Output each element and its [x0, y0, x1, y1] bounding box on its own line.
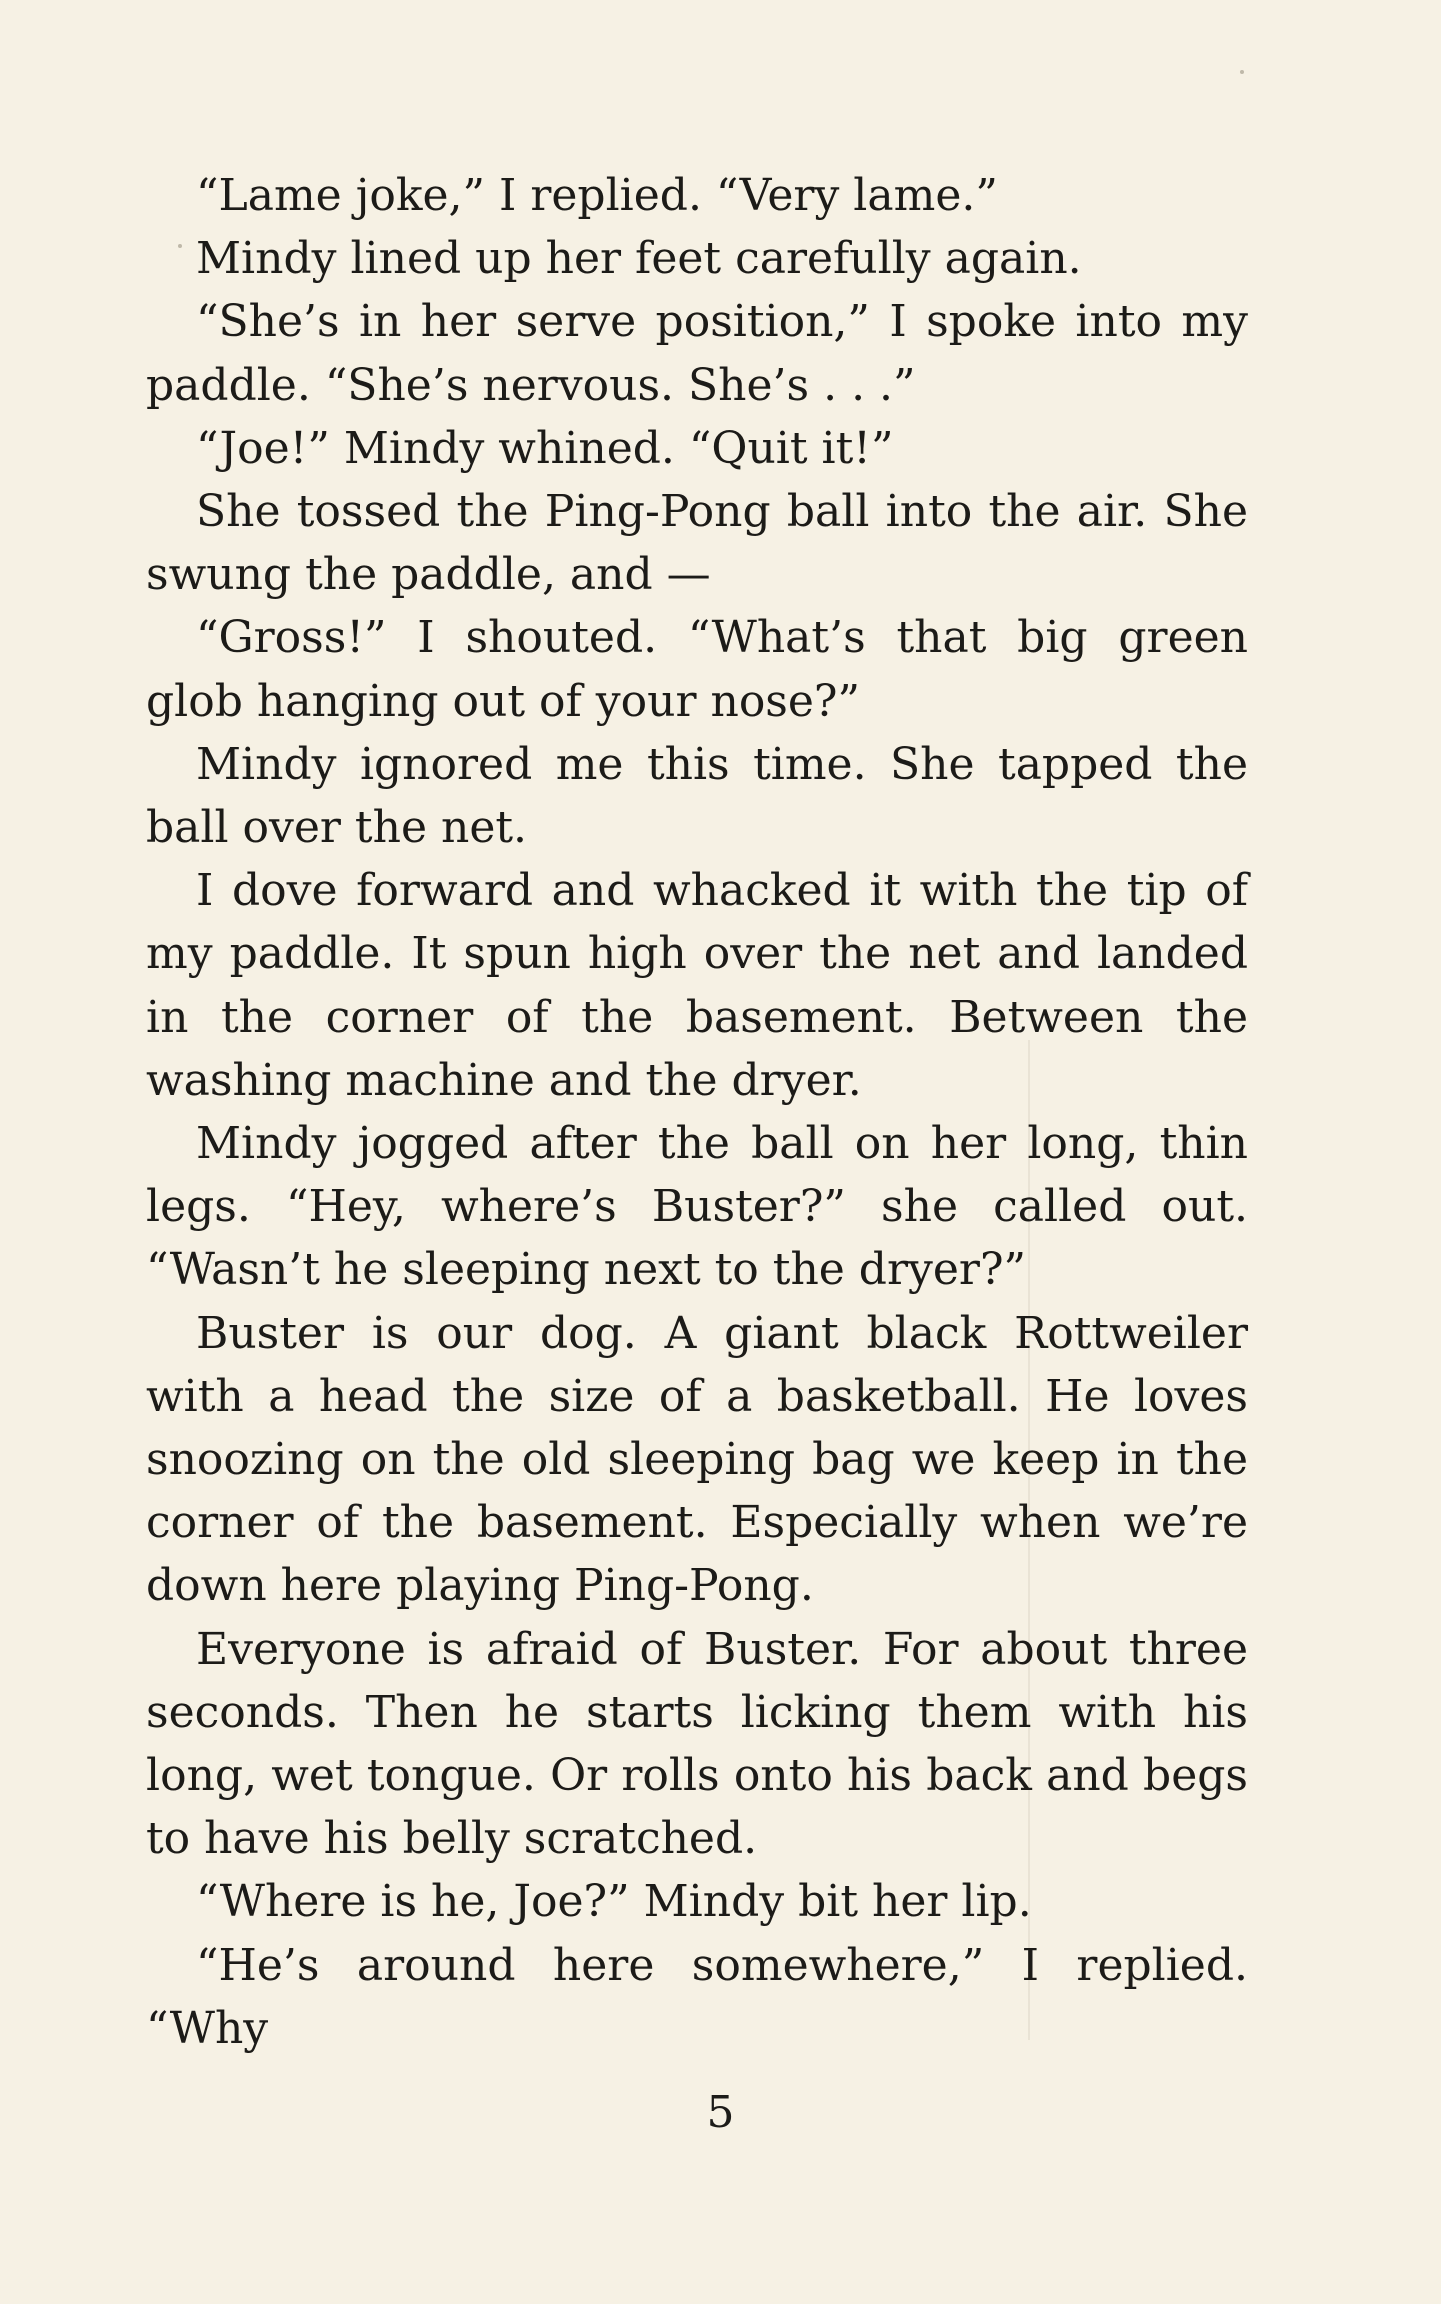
paragraph: “Joe!” Mindy whined. “Quit it!”: [196, 422, 894, 474]
paragraph: Mindy ignored me this time. She tapped the ball over the net.: [146, 738, 1248, 854]
page-number: 5: [706, 2087, 735, 2138]
paragraph: Everyone is afraid of Buster. For about three seconds. Then he starts licking them with his long, wet tongue. Or rolls onto his back and begs to have his belly scratched.: [146, 1623, 1248, 1865]
body-text: [146, 164, 1248, 2060]
paragraph: Mindy lined up her feet carefully again.: [196, 233, 1082, 285]
paragraph: “Where is he, Joe?” Mindy bit her lip.: [196, 1876, 1032, 1928]
paragraph: “She’s in her serve position,” I spoke into my paddle. “She’s nervous. She’s . . .”: [146, 296, 1248, 411]
paragraph: Mindy jogged after the ball on her long, thin legs. “Hey, where’s Buster?” she called out. “Wasn’t he sleeping next to the dryer?”: [146, 1118, 1248, 1296]
paper-speck: [1240, 70, 1244, 74]
paragraph: “He’s around here somewhere,” I replied. “Why: [146, 1939, 1248, 2054]
paragraph: “Lame joke,” I replied. “Very lame.”: [196, 170, 998, 221]
paragraph: I dove forward and whacked it with the tip of my paddle. It spun high over the net and landed in the corner of the basement. Between the washing machine and the dryer.: [146, 865, 1248, 1106]
paragraph: “Gross!” I shouted. “What’s that big green glob hanging out of your nose?”: [146, 612, 1248, 727]
paragraph: Buster is our dog. A giant black Rottweiler with a head the size of a basketball. He loves snoozing on the old sleeping bag we keep in the corner of the basement. Especially when we’re down here playing Ping-Pong.: [146, 1307, 1248, 1612]
paragraph: She tossed the Ping-Pong ball into the air. She swung the paddle, and —: [146, 486, 1248, 601]
